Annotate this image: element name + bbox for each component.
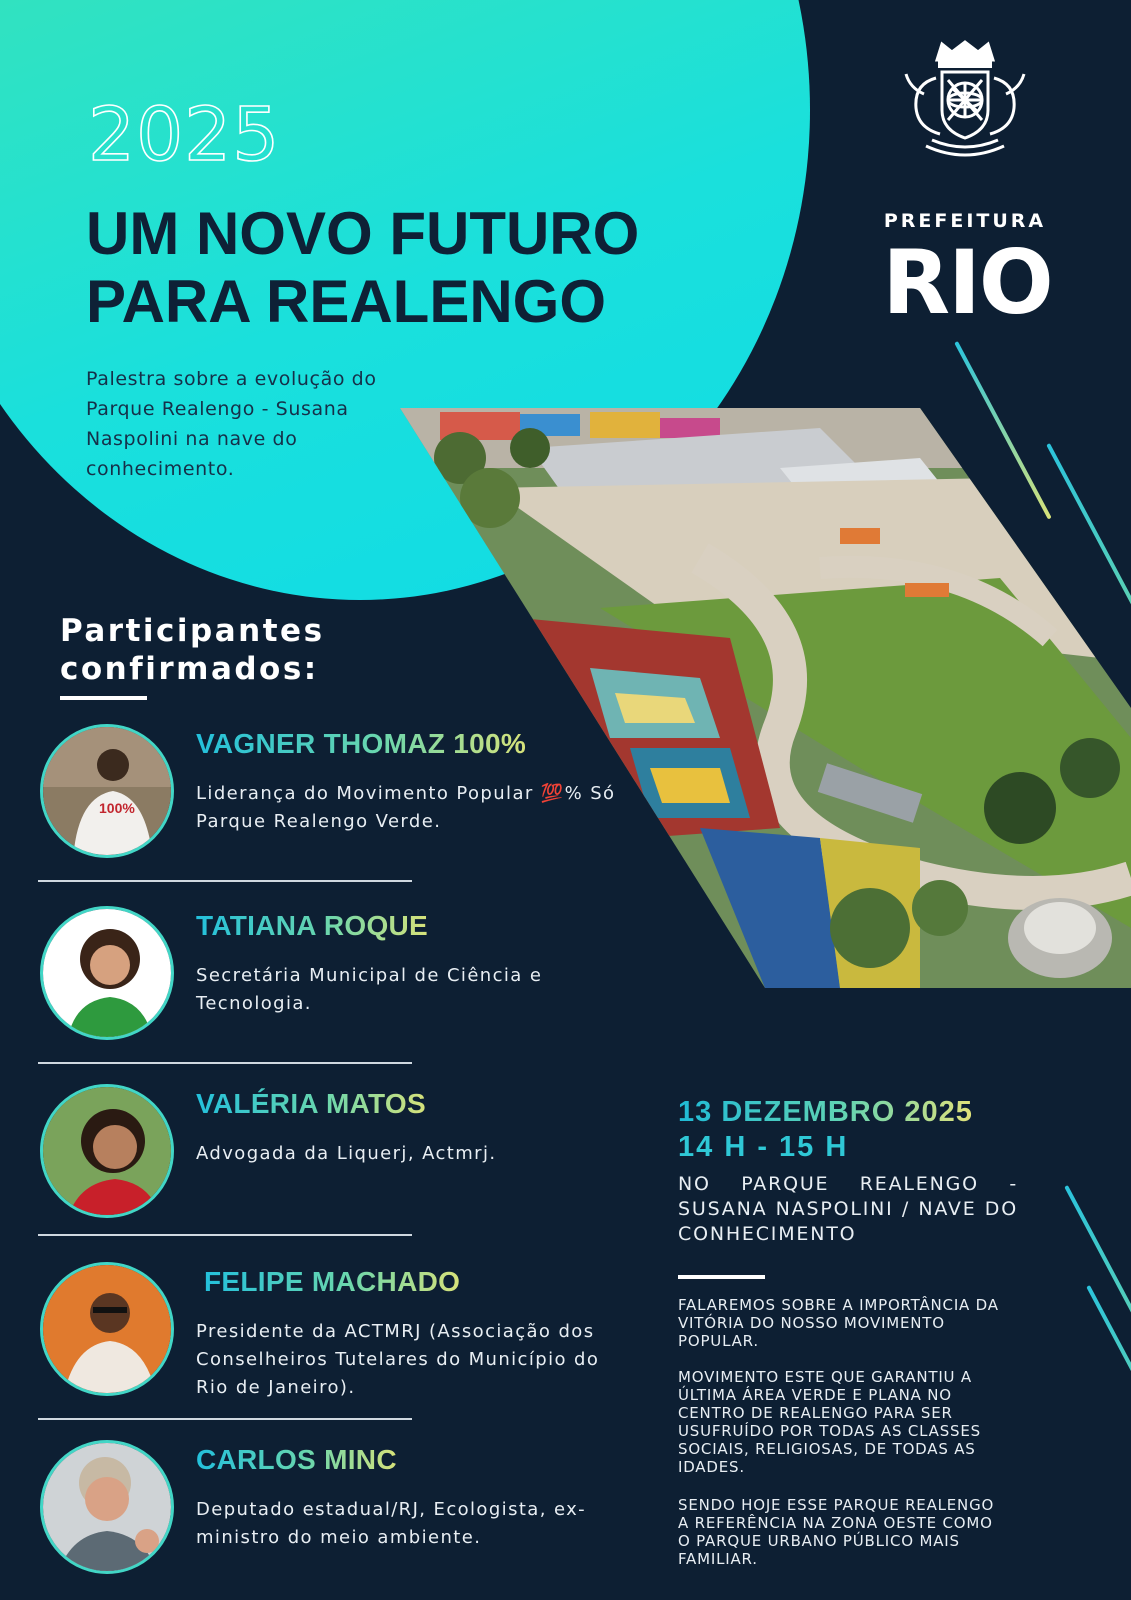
logo-prefeitura-text: PREFEITURA [883,210,1047,232]
participants-underline [60,696,147,700]
intro-text: Palestra sobre a evolução do Parque Realengo - Susana Naspolini na nave do conhecimento. [86,368,377,480]
divider [38,1234,412,1236]
participant-name: VAGNER THOMAZ 100% [196,728,527,759]
participants-heading [60,612,325,688]
event-date: 13 DEZEMBRO 2025 [678,1096,973,1128]
avatar [40,1440,174,1574]
divider [38,1062,412,1064]
event-paragraph-1: FALAREMOS SOBRE A IMPORTÂNCIA DA VITÓRIA DO NOSSO MOVIMENTO POPULAR. [678,1296,999,1350]
participants-heading-line-1: Participantes [60,613,325,649]
title-line-2: PARA REALENGO [86,268,607,335]
city-coat-of-arms-icon [902,38,1028,160]
year-heading: 2025 [88,92,281,178]
event-time: 14 H - 15 H [678,1131,849,1163]
participant-role: Advogada da Liquerj, Actmrj. [196,1143,497,1164]
participant-card [40,1084,640,1224]
divider [38,1418,412,1420]
participant-card [40,1262,640,1402]
participant-card [40,724,640,864]
event-paragraph-2: MOVIMENTO ESTE QUE GARANTIU A ÚLTIMA ÁREA VERDE E PLANA NO CENTRO DE REALENGO PARA SER USUFRUÍDO POR TODAS AS CLASSES SOCIAIS, RELIGIOSAS, DE TODAS AS IDADES. [678,1368,981,1476]
decor-stripe [1064,1185,1131,1346]
logo-rio-text: RIO [882,231,1052,334]
decor-stripe [1086,1285,1131,1410]
participant-role: Deputado estadual/RJ, Ecologista, ex-ministro do meio ambiente. [196,1499,587,1548]
page-title [86,200,726,336]
avatar [40,906,174,1040]
participant-name: TATIANA ROQUE [196,910,429,941]
participant-name: FELIPE MACHADO [204,1266,461,1297]
event-location: NO PARQUE REALENGO - SUSANA NASPOLINI / NAVE DO CONHECIMENTO [678,1173,1018,1245]
participant-role: Presidente da ACTMRJ (Associação dos Conselheiros Tutelares do Município do Rio de Janeiro). [196,1321,600,1398]
participant-card [40,1440,640,1580]
participant-name: CARLOS MINC [196,1444,397,1475]
avatar [40,1084,174,1218]
event-paragraph-3: SENDO HOJE ESSE PARQUE REALENGO A REFERÊNCIA NA ZONA OESTE COMO O PARQUE URBANO PÚBLICO MAIS FAMILIAR. [678,1496,995,1568]
prefeitura-rio-logo [860,38,1070,334]
title-line-1: UM NOVO FUTURO [86,200,640,267]
participant-card [40,906,640,1046]
event-divider [678,1275,765,1279]
avatar [40,1262,174,1396]
participants-heading-line-2: confirmados: [60,651,319,687]
participant-name: VALÉRIA MATOS [196,1088,426,1119]
participant-role: Liderança do Movimento Popular 💯% Só Parque Realengo Verde. [196,783,616,832]
park-aerial-photo [400,408,1131,988]
avatar [40,724,174,858]
divider [38,880,412,882]
participant-role: Secretária Municipal de Ciência e Tecnologia. [196,965,543,1014]
svg-text:100%: 100% [99,800,135,816]
